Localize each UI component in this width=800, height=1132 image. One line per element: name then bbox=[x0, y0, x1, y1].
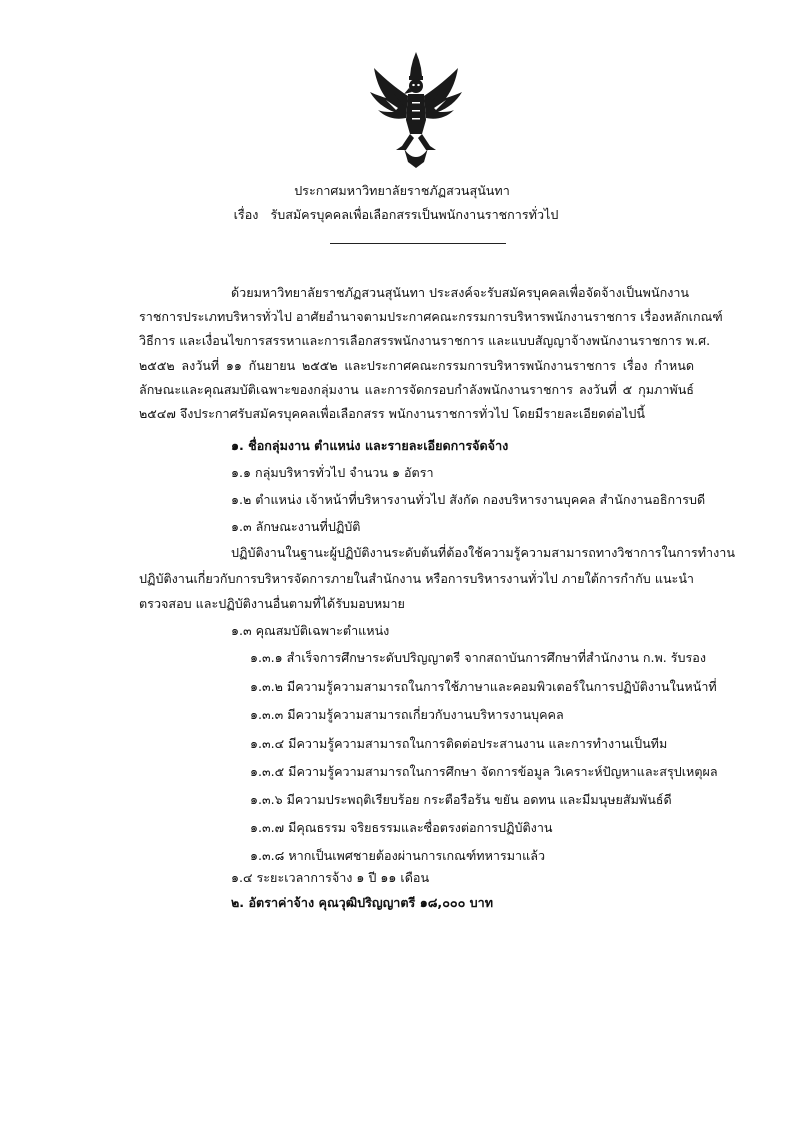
garuda-emblem-icon bbox=[366, 50, 466, 170]
qualification-item: ๑.๓.๗ มีคุณธรรม จริยธรรมและซื่อตรงต่อการปฏิบัติงาน bbox=[250, 820, 553, 835]
qualification-heading: ๑.๓ คุณสมบัติเฉพาะตำแหน่ง bbox=[231, 623, 390, 638]
duty-line: ปฏิบัติงานในฐานะผู้ปฏิบัติงานระดับต้นที่ต้องใช้ความรู้ความสามารถทางวิชาการในการทำงาน bbox=[231, 545, 735, 560]
qualification-item: ๑.๓.๓ มีความรู้ความสามารถเกี่ยวกับงานบริหารงานบุคคล bbox=[250, 707, 564, 722]
item-1-1: ๑.๑ กลุ่มบริหารทั่วไป จำนวน ๑ อัตรา bbox=[231, 465, 434, 480]
subject-label: เรื่อง bbox=[233, 207, 259, 222]
qualification-item: ๑.๓.๖ มีความประพฤติเรียบร้อย กระตือรือร้น ขยัน อดทน และมีมนุษยสัมพันธ์ดี bbox=[250, 792, 672, 807]
item-1-4: ๑.๔ ระยะเวลาการจ้าง ๑ ปี ๑๑ เดือน bbox=[231, 870, 430, 885]
intro-line: ลักษณะและคุณสมบัติเฉพาะของกลุ่มงาน และการจัดกรอบกำลังพนักงานราชการ ลงวันที่ ๕ กุมภาพันธ์ bbox=[139, 382, 694, 397]
subject-text: รับสมัครบุคคลเพื่อเลือกสรรเป็นพนักงานราชการทั่วไป bbox=[270, 207, 559, 222]
intro-line: ๒๕๕๒ ลงวันที่ ๑๑ กันยายน ๒๕๕๒ และประกาศคณะกรรมการบริหารพนักงานราชการ เรื่อง กำหนด bbox=[139, 358, 694, 373]
qualification-item: ๑.๓.๔ มีความรู้ความสามารถในการติดต่อประสานงาน และการทำงานเป็นทีม bbox=[250, 736, 668, 751]
qualification-item: ๑.๓.๑ สำเร็จการศึกษาระดับปริญญาตรี จากสถาบันการศึกษาที่สำนักงาน ก.พ. รับรอง bbox=[250, 650, 707, 665]
duty-line: ตรวจสอบ และปฏิบัติงานอื่นตามที่ได้รับมอบหมาย bbox=[139, 596, 405, 611]
duty-line: ปฏิบัติงานเกี่ยวกับการบริหารจัดการภายในสำนักงาน หรือการบริหารงานทั่วไป ภายใต้การกำกับ แนะนำ bbox=[139, 571, 694, 586]
announcement-subject-line bbox=[0, 205, 796, 225]
intro-line: ราชการประเภทบริหารทั่วไป อาศัยอำนาจตามประกาศคณะกรรมการบริหารพนักงานราชการ เรื่องหลักเกณฑ์ bbox=[139, 309, 723, 324]
intro-line: ๒๕๔๗ จึงประกาศรับสมัครบุคคลเพื่อเลือกสรร พนักงานราชการทั่วไป โดยมีรายละเอียดต่อไปนี้ bbox=[139, 406, 646, 421]
intro-line: วิธีการ และเงื่อนไขการสรรหาและการเลือกสรรพนักงานราชการ และแบบสัญญาจ้างพนักงานราชการ พ.ศ. bbox=[139, 333, 711, 348]
intro-line: ด้วยมหาวิทยาลัยราชภัฏสวนสุนันทา ประสงค์จะรับสมัครบุคคลเพื่อจัดจ้างเป็นพนักงาน bbox=[231, 285, 690, 300]
item-1-2: ๑.๒ ตำแหน่ง เจ้าหน้าที่บริหารงานทั่วไป สังกัด กองบริหารงานบุคคล สำนักงานอธิการบดี bbox=[231, 492, 706, 507]
title-divider bbox=[330, 243, 506, 244]
section-1-heading: ๑. ชื่อกลุ่มงาน ตำแหน่ง และรายละเอียดการจัดจ้าง bbox=[231, 438, 509, 453]
qualification-item: ๑.๓.๒ มีความรู้ความสามารถในการใช้ภาษาและคอมพิวเตอร์ในการปฏิบัติงานในหน้าที่ bbox=[250, 679, 717, 694]
section-2-heading: ๒. อัตราค่าจ้าง คุณวุฒิปริญญาตรี ๑๘,๐๐๐ บาท bbox=[231, 895, 494, 910]
qualification-item: ๑.๓.๕ มีความรู้ความสามารถในการศึกษา จัดการข้อมูล วิเคราะห์ปัญหาและสรุปเหตุผล bbox=[250, 764, 718, 779]
qualification-item: ๑.๓.๘ หากเป็นเพศชายต้องผ่านการเกณฑ์ทหารมาแล้ว bbox=[250, 848, 546, 863]
announcement-title: ประกาศมหาวิทยาลัยราชภัฏสวนสุนันทา bbox=[294, 183, 510, 198]
item-1-3: ๑.๓ ลักษณะงานที่ปฏิบัติ bbox=[231, 519, 361, 534]
